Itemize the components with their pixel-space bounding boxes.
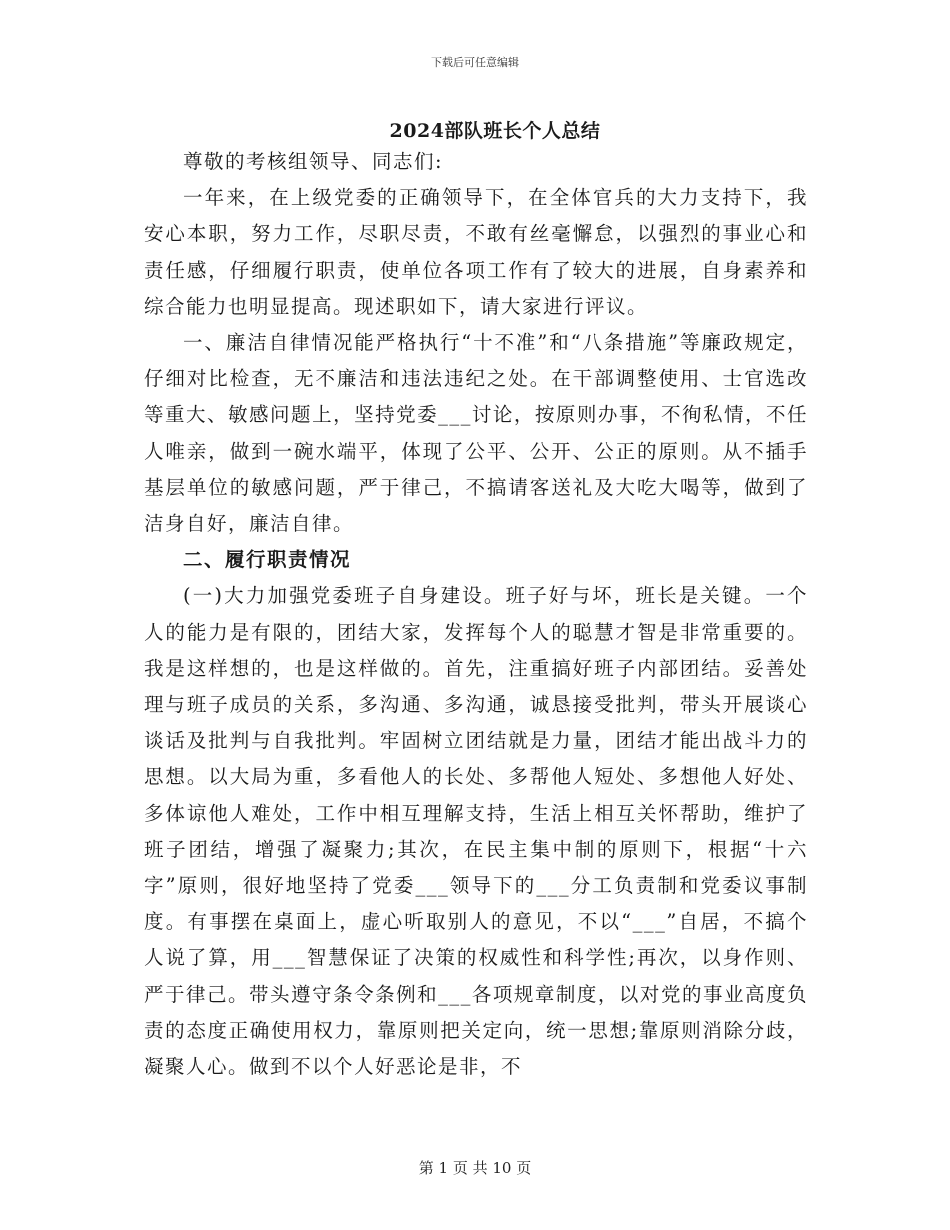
- document-title: 2024部队班长个人总结: [389, 120, 601, 142]
- document-body: [144, 144, 808, 1085]
- subsection-one-paragraph: (一)大力加强党委班子自身建设。班子好与坏，班长是关键。一个人的能力是有限的，团结大家，发挥每个人的聪慧才智是非常重要的。我是这样想的，也是这样做的。首先，注重搞好班子内部团结。妥善处理与班子成员的关系，多沟通、多沟通，诚恳接受批判，带头开展谈心谈话及批判与自我批判。牢固树立团结就是力量，团结才能出战斗力的思想。以大局为重，多看他人的长处、多帮他人短处、多想他人好处、多体谅他人难处，工作中相互理解支持，生活上相互关怀帮助，维护了班子团结，增强了凝聚力;其次，在民主集中制的原则下，根据“十六字”原则，很好地坚持了党委___领导下的___分工负责制和党委议事制度。有事摆在桌面上，虚心听取别人的意见，不以“___”自居，不搞个人说了算，用___智慧保证了决策的权威性和科学性;再次，以身作则、严于律己。带头遵守条令条例和___各项规章制度，以对党的事业高度负责的态度正确使用权力，靠原则把关定向，统一思想;靠原则消除分歧，凝聚人心。做到不以个人好恶论是非，不: [144, 584, 808, 1079]
- section-two-heading: 二、履行职责情况: [183, 548, 352, 572]
- intro-paragraph: 一年来，在上级党委的正确领导下，在全体官兵的大力支持下，我安心本职，努力工作，尽职尽责，不敢有丝毫懈怠，以强烈的事业心和责任感，仔细履行职责，使单位各项工作有了较大的进展，自身素养和综合能力也明显提高。现述职如下，请大家进行评议。: [144, 186, 808, 318]
- section-one-paragraph: 一、廉洁自律情况能严格执行“十不准”和“八条措施”等廉政规定，仔细对比检查，无不廉洁和违法违纪之处。在干部调整使用、士官选改等重大、敏感问题上，坚持党委___讨论，按原则办事，不徇私情，不任人唯亲，做到一碗水端平，体现了公平、公开、公正的原则。从不插手基层单位的敏感问题，严于律己，不搞请客送礼及大吃大喝等，做到了洁身自好，廉洁自律。: [144, 331, 808, 536]
- page-number-footer: 第 1 页 共 10 页: [418, 1159, 532, 1177]
- header-note: 下载后可任意编辑: [431, 56, 519, 69]
- salutation-paragraph: 尊敬的考核组领导、同志们:: [183, 150, 444, 173]
